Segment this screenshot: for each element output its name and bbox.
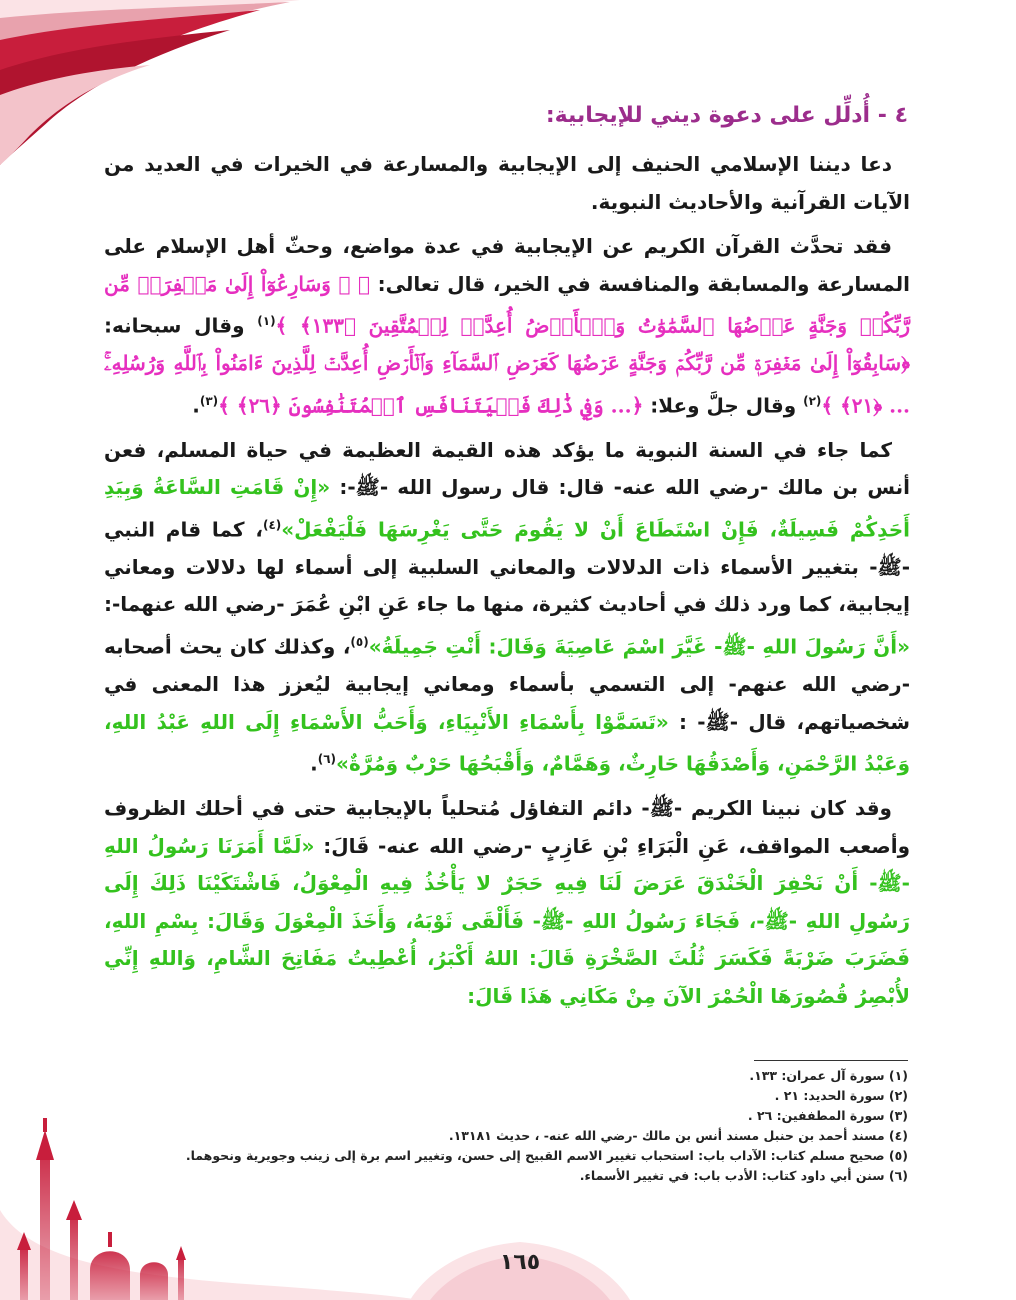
hadith-1: «إِنْ قَامَتِ السَّاعَةُ وَبِيَدِ أَحَدِكُمْ فَسِيلَةٌ، فَإِنْ اسْتَطَاعَ أَنْ لا يَقُومَ حَتَّى يَغْرِسَهَا فَلْيَفْعَلْ» (104, 475, 910, 542)
footnote-2: (٢) سورة الحديد: ٢١ . (774, 1088, 908, 1103)
paragraph-optimism (104, 790, 910, 1015)
text-segment: وقال سبحانه: (104, 313, 258, 338)
text-segment: وقال جلَّ وعلا: (643, 393, 804, 418)
text-segment: كما جاء في السنة النبوية ما يؤكد هذه القيمة العظيمة في حياة المسلم، فعن أنس بن مالك -رضي الله عنه- قال: قال رسول الله -ﷺ-: (104, 437, 910, 500)
text-segment: وقد كان نبينا الكريم -ﷺ- دائم التفاؤل مُتحلياً بالإيجابية حتى في أحلك الظروف وأصعب المواقف، عَنِ الْبَرَاءِ بْنِ عَازِبٍ -رضي الله عنه- قَالَ: (104, 796, 910, 858)
footnote-1: (١) سورة آل عمران: ١٣٣. (749, 1068, 908, 1083)
quran-verse-1: ﴿ ۞ وَسَارِعُوٓاْ إِلَىٰ مَغۡفِرَةٖ مِّن رَّبِّكُمۡ وَجَنَّةٍ عَرۡضُهَا ٱلسَّمَٰوَٰتُ وَٱلۡأَرۡضُ أُعِدَّتۡ لِلۡمُتَّقِينَ ﴿١٣٣﴾ ﴾ (104, 271, 910, 338)
footnote-5: (٥) صحيح مسلم كتاب: الآداب باب: استحباب تغيير الاسم القبيح إلى حسن، وتغيير اسم برة إلى زينب وجويرية ونحوهما. (185, 1148, 908, 1163)
text-segment: . (192, 393, 200, 418)
footnote-ref-2[interactable]: (٢) (803, 393, 822, 408)
quran-verse-2: ﴿سَابِقُوٓاْ إِلَىٰ مَغۡفِرَةٖ مِّن رَّبِّكُمۡ وَجَنَّةٍ عَرۡضُهَا كَعَرۡضِ ٱلسَّمَآءِ وَٱلۡأَرۡضِ أُعِدَّتۡ لِلَّذِينَ ءَامَنُواْ بِٱللَّهِ وَرُسُلِهِۦۚ ... ﴿٢١﴾ ﴾ (104, 351, 910, 418)
page-number-badge (410, 1228, 630, 1300)
paragraph-intro: دعا ديننا الإسلامي الحنيف إلى الإيجابية والمسارعة في الخيرات في العديد من الآيات القرآنية والأحاديث النبوية. (104, 152, 910, 214)
footnote-ref-1[interactable]: (١) (257, 314, 276, 328)
footnote-ref-5[interactable]: (٥) (350, 634, 369, 649)
page-number: ١٦٥ (499, 1250, 541, 1275)
footnote-3: (٣) سورة المطففين: ٢٦ . (747, 1108, 908, 1123)
text-segment: ، كما قام النبي -ﷺ- بتغيير الأسماء ذات الدلالات والمعاني السلبية إلى أسماء لها دلالات ومعاني إيجابية، كما ورد ذلك في أحاديث كثيرة، منها ما جاء عَنِ ابْنِ عُمَرَ -رضي الله عنهما-: (104, 517, 910, 617)
quran-verse-3: ﴿... وَفِي ذَٰلِكَ فَلۡيَتَنَافَسِ ٱلۡمُتَنَٰفِسُونَ ﴿٢٦﴾ ﴾ (218, 393, 644, 418)
hadith-2: «أَنَّ رَسُولَ اللهِ -ﷺ- غَيَّرَ اسْمَ عَاصِيَةَ وَقَالَ: أَنْتِ جَمِيلَةُ» (368, 634, 910, 659)
paragraph-sunnah (104, 432, 910, 783)
footnotes (108, 1066, 908, 1186)
footnote-ref-6[interactable]: (٦) (317, 752, 337, 767)
hadith-3: «تَسَمَّوْا بِأَسْمَاءِ الأَنْبِيَاءِ، وَأَحَبُّ الأَسْمَاءِ إِلَى اللهِ عَبْدُ اللهِ، وَعَبْدُ الرَّحْمَنِ، وَأَصْدَقُهَا حَارِثٌ، وَهَمَّامٌ، وَأَقْبَحُهَا حَرْبٌ وَمُرَّةٌ» (104, 709, 910, 776)
footnote-ref-3[interactable]: (٣) (199, 393, 219, 408)
main-content (104, 96, 910, 1022)
footnote-6: (٦) سنن أبي داود كتاب: الأدب باب: في تغيير الأسماء. (579, 1168, 908, 1183)
section-heading: ٤ - أُدلِّل على دعوة ديني للإيجابية: (545, 103, 908, 128)
paragraph-quran-verses (104, 228, 910, 425)
footnote-ref-4[interactable]: (٤) (262, 517, 282, 532)
hadith-4: «لَمَّا أَمَرَنَا رَسُولُ اللهِ -ﷺ- أَنْ نَحْفِرَ الْخَنْدَقَ عَرَضَ لَنَا فِيهِ حَجَرٌ لا يَأْخُذُ فِيهِ الْمِعْوَلُ، فَاشْتَكَيْنَا ذَلِكَ إِلَى رَسُولِ اللهِ -ﷺ-، فَجَاءَ رَسُولُ اللهِ -ﷺ- فَأَلْقَى ثَوْبَهُ، وَأَخَذَ الْمِعْوَلَ وَقَالَ: بِسْمِ اللهِ، فَضَرَبَ ضَرْبَةً فَكَسَرَ ثُلُثَ الصَّخْرَةِ قَالَ: اللهُ أَكْبَرُ، أُعْطِيتُ مَفَاتِحَ الشَّامِ، وَاللهِ إِنِّي لأُبْصِرُ قُصُورَهَا الْحُمْرَ الآنَ مِنْ مَكَانِي هَذَا قَالَ: (104, 833, 910, 1008)
text-segment: . (310, 751, 318, 776)
text-segment: فقد تحدَّث القرآن الكريم عن الإيجابية في عدة مواضع، وحثّ أهل الإسلام على المسارعة والمسابقة والمنافسة في الخير، قال تعالى: (104, 234, 910, 296)
footnote-divider (754, 1060, 908, 1061)
text-segment: ، وكذلك كان يحث أصحابه -رضي الله عنهم- إلى التسمي بأسماء ومعاني إيجابية ليُعزز هذا المعنى في شخصياتهم، قال -ﷺ- : (104, 634, 910, 734)
footnote-4: (٤) مسند أحمد بن حنبل مسند أنس بن مالك -رضي الله عنه- ، حديث ١٣١٨١. (448, 1128, 908, 1143)
